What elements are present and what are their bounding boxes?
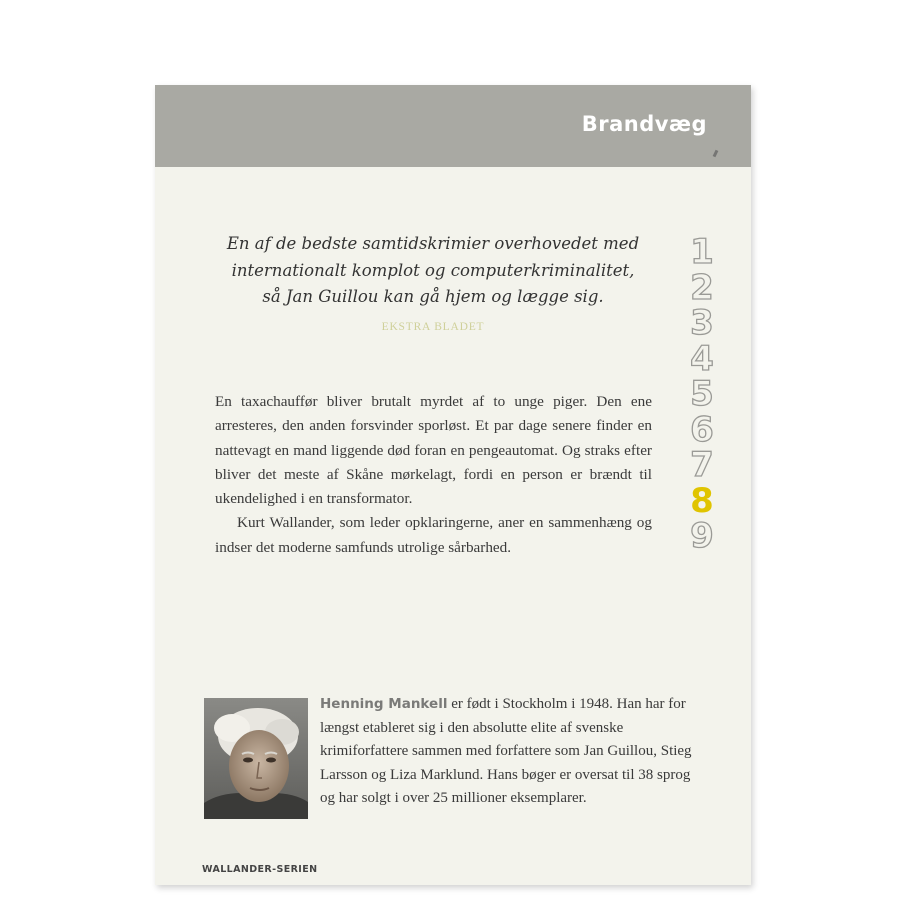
series-number: 9 [690,516,714,556]
series-number: 7 [690,445,714,485]
synopsis [215,390,652,560]
quote-line: En af de bedste samtidskrimier overhovedet med [226,234,640,253]
header-band [155,85,751,167]
author-bio-text: er født i Stockholm i 1948. Han har for længst etableret sig i den absolutte elite af svenske krimiforfattere sammen med forfattere som Jan Guillou, Stieg Larsson og Liza Marklund. Hans bøger er oversat til 38 sprog og har solgt i over 25 millioner eksemplarer. [320,696,692,806]
quote-source: EKSTRA BLADET [381,321,485,333]
quote-line: internationalt komplot og computerkriminalitet, [231,260,635,280]
series-number: 6 [690,409,714,450]
synopsis-paragraph: Kurt Wallander, som leder opklaringerne, aner en sammenhæng og indser det moderne samfunds utrolige sårbarhed. [215,514,652,556]
series-number: 3 [690,303,714,343]
series-number: 4 [690,338,714,379]
series-number: 2 [690,267,714,308]
author-name: Henning Mankell [320,696,448,712]
author-bio [320,693,700,811]
synopsis-paragraph: En taxachauffør bliver brutalt myrdet af to unge piger. Den ene arresteres, den anden forsvinder sporløst. Et par dage senere finder en nattevagt en mand liggende død foran en pengeautomat. Og straks efter bliver det meste af Skåne mørkelagt, fordi en person er brændt til ukendelighed i en transformator. [215,393,652,508]
series-number: 1 [690,232,714,272]
book-back-cover [155,85,751,885]
series-label: WALLANDER-SERIEN [202,864,318,875]
series-number: 5 [690,374,714,414]
author-photo [204,698,308,819]
cover-scuff [713,150,719,158]
book-title: Brandvæg [581,112,707,136]
series-number-active: 8 [690,480,714,521]
series-number-column [677,232,727,556]
review-quote [213,231,653,311]
quote-line: så Jan Guillou kan gå hjem og lægge sig. [262,287,604,306]
